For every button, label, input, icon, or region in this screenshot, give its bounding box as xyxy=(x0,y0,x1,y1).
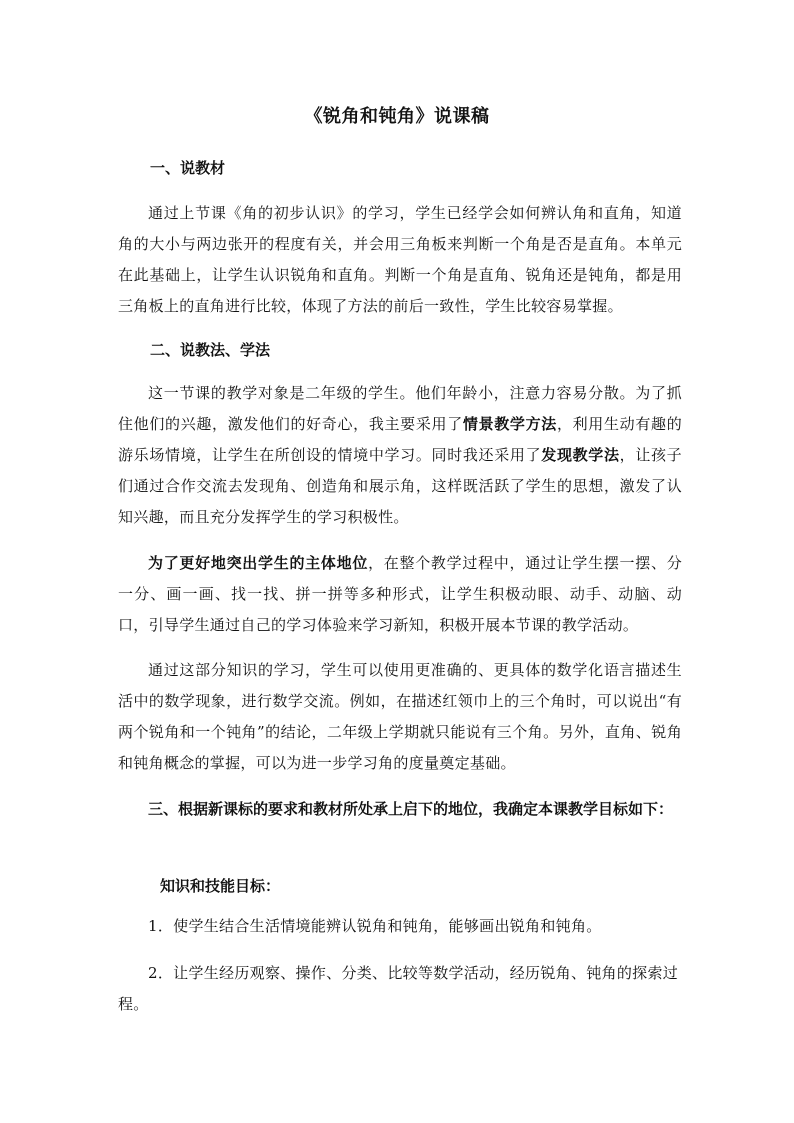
paragraph-teaching-method xyxy=(118,378,682,533)
text-run: ，在整个教学过程中，通过让学生摆一摆、分一分、画一画、找一找、拼一拼等多种形式，让学生积极动眼、动手、动脑、动口，引导学生通过自己的学习体验来学习新知，积极开展本节课的教学活动。 xyxy=(118,554,682,634)
paragraph-student-subject xyxy=(118,548,682,641)
text-run: 这一节课的教学对象是二年级的学生。他们年龄小，注意力容易分散。为了抓住他们的兴趣，激发他们的好奇心，我主要采用了 xyxy=(118,384,682,433)
text-run: ，利用生动有趣的游乐场情境，让学生在所创设的情境中学习。同时我还采用了 xyxy=(118,415,682,464)
bold-run: 发现教学法 xyxy=(541,446,620,464)
goal-item-2: 2．让学生经历观察、操作、分类、比较等数学活动，经历锐角、钝角的探索过程。 xyxy=(118,964,679,1013)
bold-run: 情景教学方法 xyxy=(462,415,557,433)
goal-item-1: 1．使学生结合生活情境能辨认锐角和钝角，能够画出锐角和钝角。 xyxy=(148,917,602,935)
section-heading-2: 二、说教法、学法 xyxy=(150,341,271,359)
section-heading-3: 三、根据新课标的要求和教材所处承上启下的地位，我确定本课教学目标如下： xyxy=(148,800,674,818)
section-heading-1: 一、说教材 xyxy=(150,159,226,177)
text-run: ，让孩子们通过合作交流去发现角、创造角和展示角，这样既活跃了学生的思想，激发了认知兴趣，而且充分发挥学生的学习积极性。 xyxy=(118,446,682,526)
document-title: 《锐角和钝角》说课稿 xyxy=(304,106,490,127)
paragraph-knowledge: 通过这部分知识的学习，学生可以使用更准确的、更具体的数学化语言描述生活中的数学现象，进行数学交流。例如，在描述红领巾上的三个角时，可以说出“有两个锐角和一个钝角”的结论，二年级上学期就只能说有三个角。另外，直角、锐角和钝角概念的掌握，可以为进一步学习角的度量奠定基础。 xyxy=(118,661,682,772)
bold-run: 为了更好地突出学生的主体地位 xyxy=(148,554,369,572)
subheading-knowledge-goals: 知识和技能目标： xyxy=(160,877,281,895)
paragraph-textbook: 通过上节课《角的初步认识》的学习，学生已经学会如何辨认角和直角，知道角的大小与两边张开的程度有关，并会用三角板来判断一个角是否是直角。本单元在此基础上，让学生认识锐角和直角。判断一个角是直角、锐角还是钝角，都是用三角板上的直角进行比较，体现了方法的前后一致性，学生比较容易掌握。 xyxy=(118,204,682,315)
